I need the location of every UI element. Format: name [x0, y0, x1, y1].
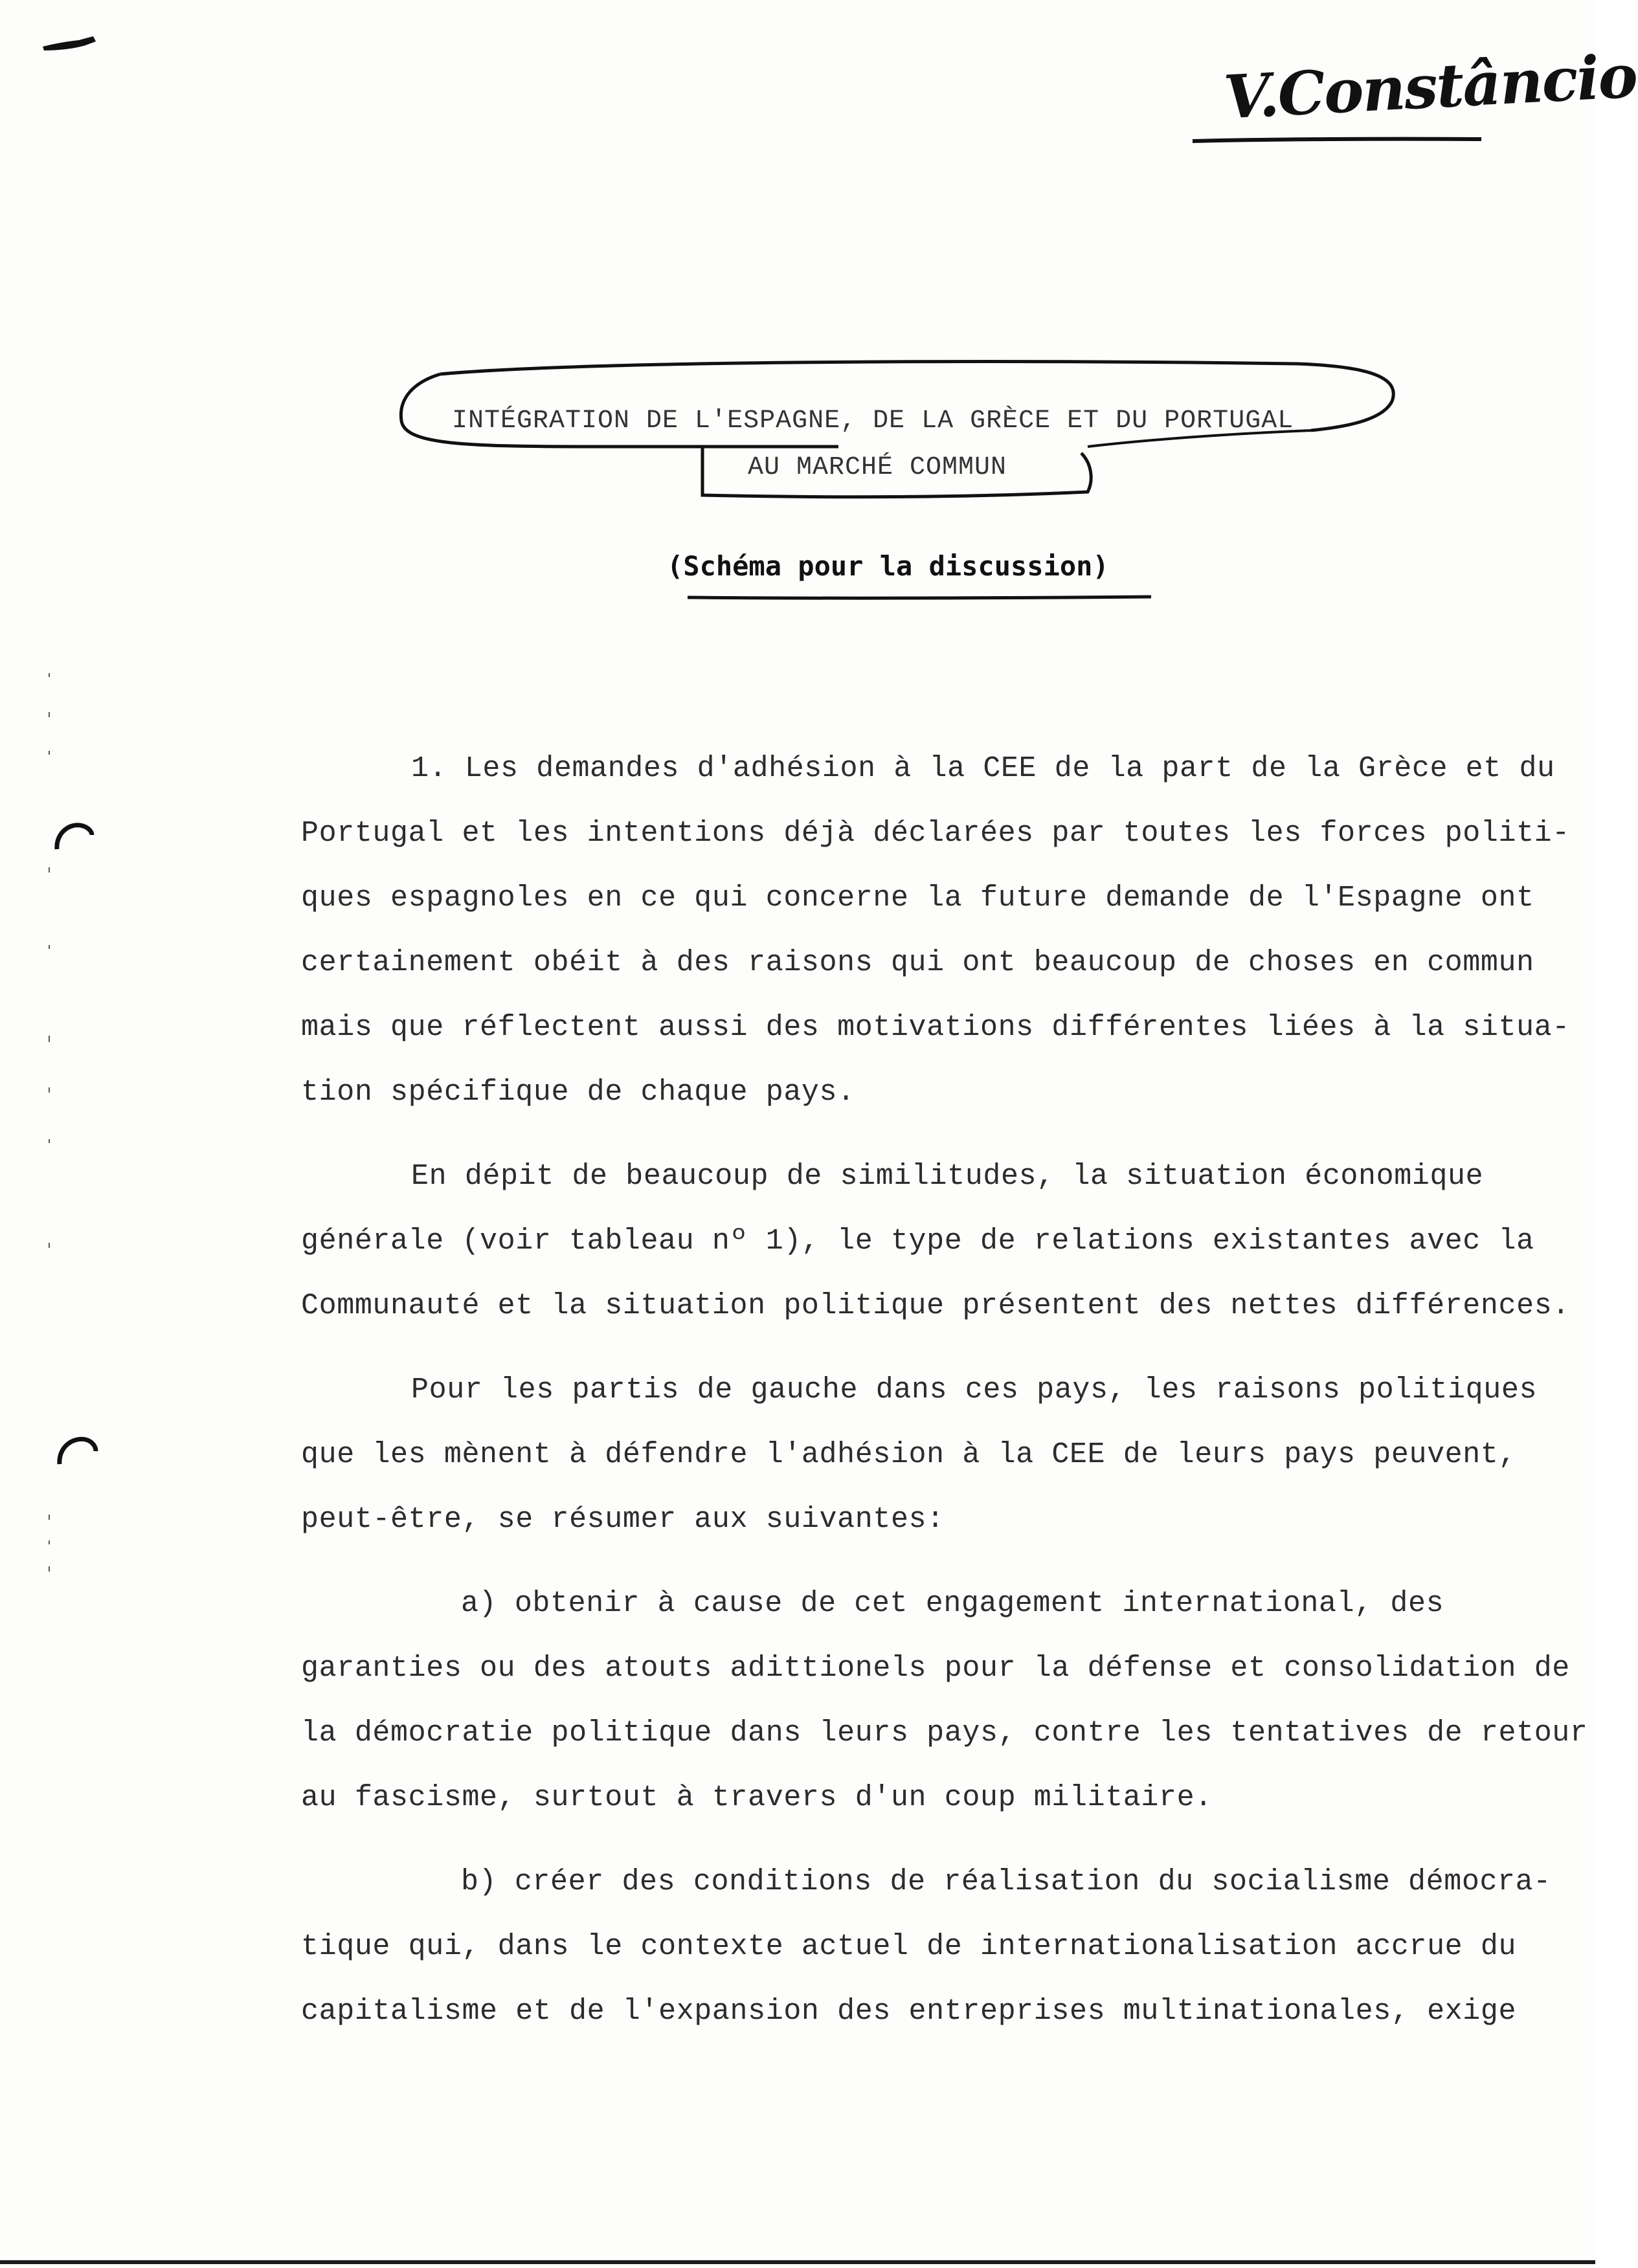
ink-smudge-mark [40, 30, 98, 56]
body-line-15: la démocratie politique dans leurs pays, contre les tentatives de retour [301, 1717, 1588, 1750]
body-line-8: générale (voir tableau nº 1), le type de relations existantes avec la [301, 1225, 1534, 1258]
margin-dots [47, 673, 53, 1579]
body-line-11: que les mènent à défendre l'adhésion à la CEE de leurs pays peuvent, [301, 1438, 1517, 1471]
bottom-edge-line [0, 2260, 1595, 2264]
body-line-19: capitalisme et de l'expansion des entreprises multinationales, exige [301, 1995, 1517, 2028]
body-line-12: peut-être, se résumer aux suivantes: [301, 1503, 945, 1536]
title-line-1: INTÉGRATION DE L'ESPAGNE, DE LA GRÈCE ET DU PORTUGAL [452, 406, 1294, 436]
author-signature: V.Constâncio [1222, 41, 1638, 133]
body-line-2: Portugal et les intentions déjà déclarées par toutes les forces politi- [301, 817, 1570, 850]
body-line-14: garanties ou des atouts adittionels pour la défense et consolidation de [301, 1652, 1570, 1685]
body-line-1: 1. Les demandes d'adhésion à la CEE de la part de la Grèce et du [411, 752, 1555, 785]
body-line-10: Pour les partis de gauche dans ces pays, les raisons politiques [411, 1373, 1538, 1406]
punch-hole-mark-top [50, 817, 96, 856]
punch-hole-mark-bottom [54, 1430, 100, 1469]
body-line-9: Communauté et la situation politique présentent des nettes différences. [301, 1289, 1570, 1322]
body-line-4: certainement obéit à des raisons qui ont beaucoup de choses en commun [301, 946, 1534, 979]
signature-underline [1191, 137, 1483, 144]
subtitle-underline [686, 594, 1152, 601]
title-line-2: AU MARCHÉ COMMUN [748, 453, 1007, 482]
body-line-7: En dépit de beaucoup de similitudes, la situation économique [411, 1160, 1484, 1193]
body-line-18: tique qui, dans le contexte actuel de internationalisation accrue du [301, 1930, 1517, 1963]
body-line-17: b) créer des conditions de réalisation du socialisme démocra- [461, 1865, 1551, 1898]
subtitle: (Schéma pour la discussion) [667, 550, 1109, 582]
body-line-5: mais que réflectent aussi des motivations différentes liées à la situa- [301, 1011, 1570, 1044]
body-line-6: tion spécifique de chaque pays. [301, 1076, 855, 1109]
body-line-13: a) obtenir à cause de cet engagement international, des [461, 1587, 1444, 1620]
body-line-3: ques espagnoles en ce qui concerne la future demande de l'Espagne ont [301, 882, 1534, 915]
body-line-16: au fascisme, surtout à travers d'un coup militaire. [301, 1781, 1213, 1814]
